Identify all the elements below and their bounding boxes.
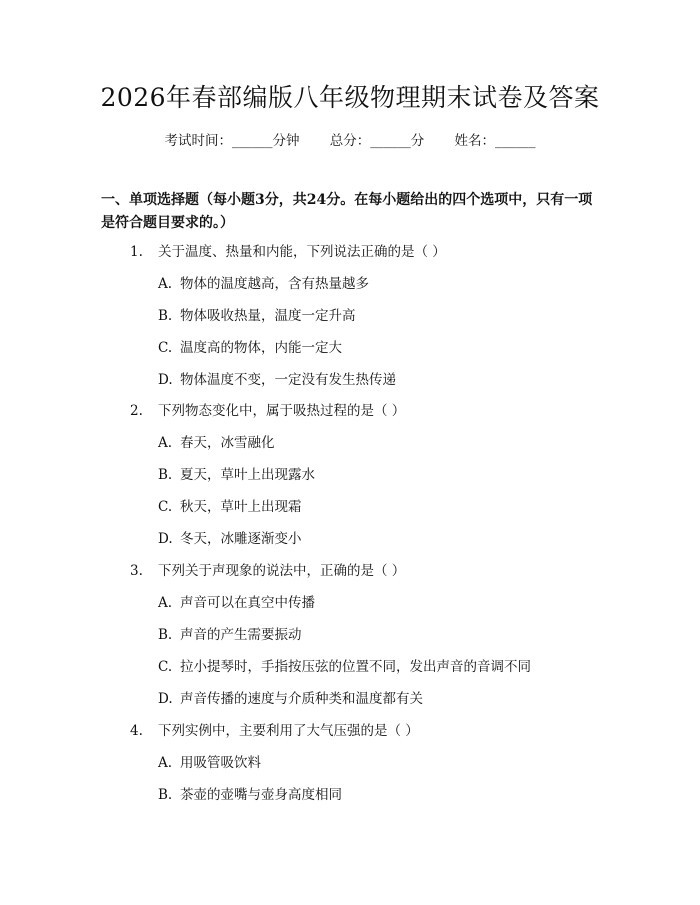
option-letter: B. bbox=[158, 787, 173, 803]
option-2a bbox=[158, 433, 275, 453]
option-1b bbox=[158, 306, 356, 326]
option-2c bbox=[158, 497, 302, 517]
option-letter: C. bbox=[158, 499, 173, 515]
option-letter: A. bbox=[158, 435, 173, 451]
question-text: 下列实例中，主要利用了大气压强的是（ ） bbox=[158, 723, 419, 739]
option-letter: B. bbox=[158, 308, 173, 324]
exam-meta bbox=[0, 131, 700, 151]
option-3c bbox=[158, 657, 531, 677]
question-number: 1. bbox=[130, 244, 143, 260]
option-3a bbox=[158, 593, 315, 613]
exam-time-field: 考试时间：______分钟 bbox=[164, 133, 300, 149]
option-1a bbox=[158, 274, 369, 294]
option-text: 物体的温度越高，含有热量越多 bbox=[180, 276, 369, 292]
option-text: 声音的产生需要振动 bbox=[180, 627, 302, 643]
question-number: 2. bbox=[130, 403, 143, 419]
student-name-field: 姓名：______ bbox=[454, 133, 536, 149]
option-3d bbox=[158, 689, 423, 709]
option-letter: C. bbox=[158, 659, 173, 675]
option-text: 温度高的物体，内能一定大 bbox=[180, 340, 342, 356]
option-3b bbox=[158, 625, 302, 645]
question-4 bbox=[130, 721, 419, 741]
question-number: 4. bbox=[130, 723, 143, 739]
option-letter: D. bbox=[158, 691, 173, 707]
option-2b bbox=[158, 465, 315, 485]
option-text: 物体吸收热量，温度一定升高 bbox=[180, 308, 356, 324]
option-text: 拉小提琴时，手指按压弦的位置不同，发出声音的音调不同 bbox=[180, 659, 531, 675]
question-3 bbox=[130, 561, 405, 581]
option-letter: B. bbox=[158, 627, 173, 643]
option-text: 春天，冰雪融化 bbox=[180, 435, 275, 451]
option-4a bbox=[158, 753, 261, 773]
option-text: 声音传播的速度与介质种类和温度都有关 bbox=[180, 691, 423, 707]
option-letter: C. bbox=[158, 340, 173, 356]
option-text: 夏天，草叶上出现露水 bbox=[180, 467, 315, 483]
option-letter: A. bbox=[158, 595, 173, 611]
option-1c bbox=[158, 338, 342, 358]
option-text: 用吸管吸饮料 bbox=[180, 755, 261, 771]
question-2 bbox=[130, 401, 405, 421]
question-text: 下列物态变化中，属于吸热过程的是（ ） bbox=[158, 403, 406, 419]
option-text: 冬天，冰雕逐渐变小 bbox=[180, 531, 302, 547]
question-number: 3. bbox=[130, 563, 143, 579]
question-text: 下列关于声现象的说法中，正确的是（ ） bbox=[158, 563, 406, 579]
option-letter: B. bbox=[158, 467, 173, 483]
question-1 bbox=[130, 242, 446, 262]
option-letter: A. bbox=[158, 276, 173, 292]
option-letter: D. bbox=[158, 372, 173, 388]
option-text: 物体温度不变，一定没有发生热传递 bbox=[180, 372, 396, 388]
total-score-field: 总分：______分 bbox=[329, 133, 425, 149]
page-title: 2026年春部编版八年级物理期末试卷及答案 bbox=[100, 83, 600, 112]
option-text: 秋天，草叶上出现霜 bbox=[180, 499, 302, 515]
option-2d bbox=[158, 529, 302, 549]
option-letter: A. bbox=[158, 755, 173, 771]
question-text: 关于温度、热量和内能，下列说法正确的是（ ） bbox=[158, 244, 446, 260]
option-1d bbox=[158, 370, 396, 390]
option-text: 茶壶的壶嘴与壶身高度相同 bbox=[180, 787, 342, 803]
section-heading: 一、单项选择题（每小题3分，共24分。在每小题给出的四个选项中，只有一项是符合题目要求的。） bbox=[101, 192, 593, 231]
option-text: 声音可以在真空中传播 bbox=[180, 595, 315, 611]
option-4b bbox=[158, 785, 342, 805]
option-letter: D. bbox=[158, 531, 173, 547]
